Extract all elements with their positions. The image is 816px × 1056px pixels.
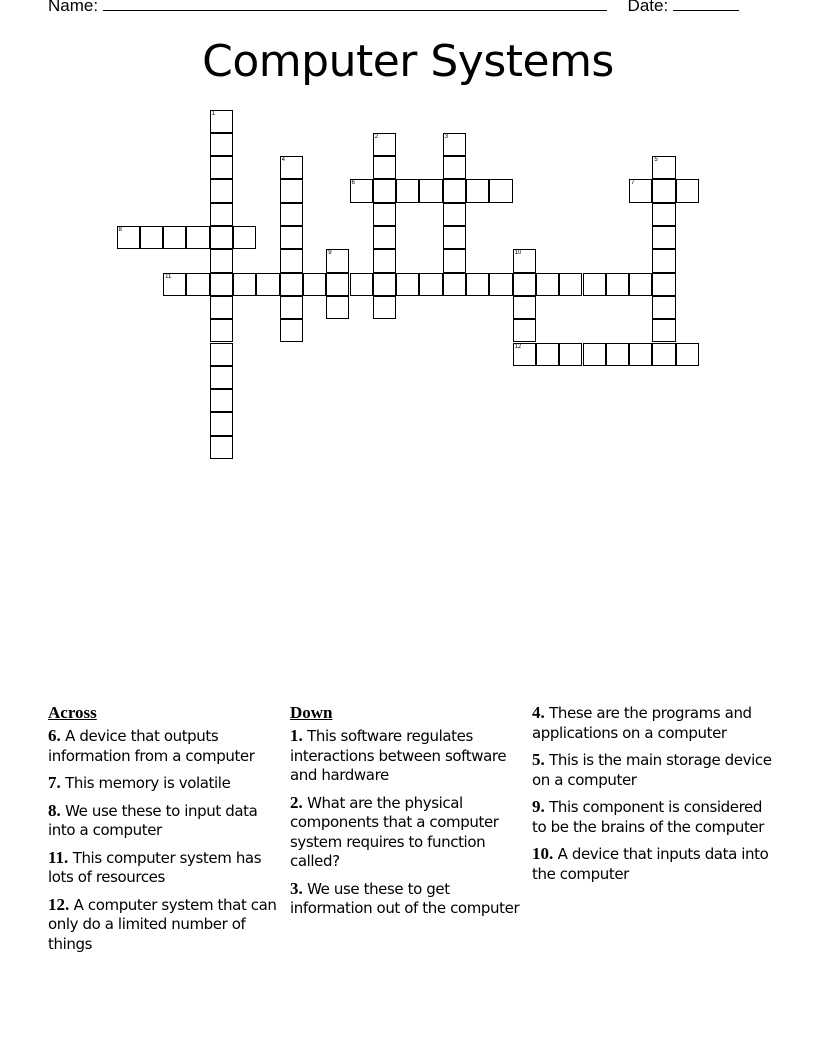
- grid-cell[interactable]: [443, 179, 466, 202]
- grid-cell[interactable]: [559, 273, 582, 296]
- cell-number: 12: [514, 343, 522, 350]
- grid-cell[interactable]: [396, 273, 419, 296]
- clue-across-11: 11. This computer system has lots of resources: [48, 847, 262, 886]
- grid-cell[interactable]: [396, 179, 419, 202]
- grid-cell[interactable]: [186, 226, 209, 249]
- grid-cell[interactable]: [210, 249, 233, 272]
- grid-cell[interactable]: [373, 226, 396, 249]
- clue-down-4: 4. These are the programs and applications on a computer: [532, 703, 752, 742]
- cell-number: 2: [374, 133, 379, 140]
- grid-cell[interactable]: [210, 343, 233, 366]
- grid-cell[interactable]: [373, 133, 396, 156]
- grid-cell[interactable]: [513, 296, 536, 319]
- grid-cell[interactable]: [210, 436, 233, 459]
- grid-cell[interactable]: [489, 273, 512, 296]
- grid-cell[interactable]: [419, 179, 442, 202]
- grid-cell[interactable]: [117, 226, 140, 249]
- grid-cell[interactable]: [140, 226, 163, 249]
- grid-cell[interactable]: [350, 273, 373, 296]
- grid-cell[interactable]: [629, 343, 652, 366]
- grid-cell[interactable]: [210, 179, 233, 202]
- grid-cell[interactable]: [443, 249, 466, 272]
- grid-cell[interactable]: [443, 156, 466, 179]
- grid-cell[interactable]: [350, 179, 373, 202]
- grid-cell[interactable]: [210, 203, 233, 226]
- grid-cell[interactable]: [606, 343, 629, 366]
- grid-cell[interactable]: [210, 319, 233, 342]
- across-clues-column: [48, 703, 284, 961]
- grid-cell[interactable]: [233, 273, 256, 296]
- grid-cell[interactable]: [163, 226, 186, 249]
- cell-number: 9: [328, 250, 332, 257]
- grid-cell[interactable]: [326, 249, 349, 272]
- grid-cell[interactable]: [652, 273, 675, 296]
- grid-cell[interactable]: [583, 343, 606, 366]
- grid-cell[interactable]: [373, 203, 396, 226]
- grid-cell[interactable]: [583, 273, 606, 296]
- clue-down-5: 5. This is the main storage device on a computer: [532, 750, 772, 789]
- grid-cell[interactable]: [210, 226, 233, 249]
- grid-cell[interactable]: [373, 296, 396, 319]
- grid-cell[interactable]: [629, 273, 652, 296]
- clue-across-8: 8. We use these to input data into a computer: [48, 800, 258, 839]
- grid-cell[interactable]: [652, 156, 675, 179]
- grid-cell[interactable]: [280, 156, 303, 179]
- grid-cell[interactable]: [559, 343, 582, 366]
- crossword-grid: [0, 0, 816, 480]
- grid-cell[interactable]: [652, 179, 675, 202]
- grid-cell[interactable]: [373, 179, 396, 202]
- cell-number: 10: [514, 250, 522, 257]
- grid-cell[interactable]: [210, 110, 233, 133]
- cell-number: 3: [444, 133, 449, 140]
- clue-down-10: 10. A device that inputs data into the computer: [532, 844, 769, 883]
- grid-cell[interactable]: [280, 249, 303, 272]
- grid-cell[interactable]: [676, 179, 699, 202]
- grid-cell[interactable]: [443, 226, 466, 249]
- cell-number: 6: [351, 180, 355, 187]
- clue-down-1: 1. This software regulates interactions between software and hardware: [290, 726, 507, 784]
- grid-cell[interactable]: [629, 179, 652, 202]
- grid-cell[interactable]: [326, 273, 349, 296]
- grid-cell[interactable]: [419, 273, 442, 296]
- grid-cell[interactable]: [489, 179, 512, 202]
- grid-cell[interactable]: [210, 273, 233, 296]
- clue-across-12: 12. A computer system that can only do a limited number of things: [48, 894, 277, 953]
- clue-down-9: 9. This component is considered to be the brains of the computer: [532, 797, 765, 836]
- grid-cell[interactable]: [280, 296, 303, 319]
- cell-number: 5: [654, 157, 658, 164]
- grid-cell[interactable]: [280, 203, 303, 226]
- grid-cell[interactable]: [652, 203, 675, 226]
- grid-cell[interactable]: [443, 273, 466, 296]
- grid-cell[interactable]: [652, 319, 675, 342]
- clue-down-2: 2. What are the physical components that a computer system requires to function called?: [290, 792, 499, 870]
- grid-cell[interactable]: [210, 133, 233, 156]
- grid-cell[interactable]: [210, 412, 233, 435]
- cell-number: 11: [165, 273, 172, 280]
- grid-cell[interactable]: [280, 226, 303, 249]
- across-heading: Across: [48, 703, 97, 722]
- grid-cell[interactable]: [186, 273, 209, 296]
- grid-cell[interactable]: [280, 179, 303, 202]
- grid-cell[interactable]: [210, 156, 233, 179]
- clue-down-3: 3. We use these to get information out of the computer: [290, 878, 520, 917]
- grid-cell[interactable]: [443, 133, 466, 156]
- cell-number: 4: [281, 157, 285, 164]
- grid-cell[interactable]: [652, 343, 675, 366]
- grid-cell[interactable]: [373, 249, 396, 272]
- grid-cell[interactable]: [373, 156, 396, 179]
- grid-cell[interactable]: [280, 319, 303, 342]
- cell-number: 8: [118, 227, 122, 233]
- clue-across-7: 7. This memory is volatile: [48, 773, 231, 792]
- grid-cell[interactable]: [326, 296, 349, 319]
- grid-cell[interactable]: [373, 273, 396, 296]
- grid-cell[interactable]: [513, 273, 536, 296]
- cell-number: 7: [631, 180, 635, 187]
- down-clues-column: [290, 703, 526, 926]
- grid-cell[interactable]: [513, 249, 536, 272]
- grid-cell[interactable]: [536, 273, 559, 296]
- grid-cell[interactable]: [466, 179, 489, 202]
- grid-cell[interactable]: [210, 366, 233, 389]
- date-label: Date:: [627, 0, 669, 15]
- grid-cell[interactable]: [233, 226, 256, 249]
- grid-cell[interactable]: [256, 273, 279, 296]
- grid-cell[interactable]: [210, 296, 233, 319]
- grid-cell[interactable]: [652, 226, 675, 249]
- grid-cell[interactable]: [513, 319, 536, 342]
- clue-across-6: 6. A device that outputs information from a computer: [48, 726, 255, 765]
- grid-cell[interactable]: [280, 273, 303, 296]
- down-heading: Down: [290, 703, 333, 722]
- grid-cell[interactable]: [303, 273, 326, 296]
- grid-cell[interactable]: [513, 343, 536, 366]
- grid-cell[interactable]: [210, 389, 233, 412]
- cell-number: 1: [211, 110, 216, 117]
- page-title: Computer Systems: [202, 36, 614, 87]
- grid-cell[interactable]: [466, 273, 489, 296]
- down-clues-column-continued: [532, 703, 772, 891]
- name-label: Name:: [48, 0, 99, 15]
- grid-cell[interactable]: [536, 343, 559, 366]
- grid-cell[interactable]: [443, 203, 466, 226]
- grid-cell[interactable]: [606, 273, 629, 296]
- grid-cell[interactable]: [676, 343, 699, 366]
- grid-cell[interactable]: [652, 249, 675, 272]
- grid-cell[interactable]: [163, 273, 186, 296]
- grid-cell[interactable]: [652, 296, 675, 319]
